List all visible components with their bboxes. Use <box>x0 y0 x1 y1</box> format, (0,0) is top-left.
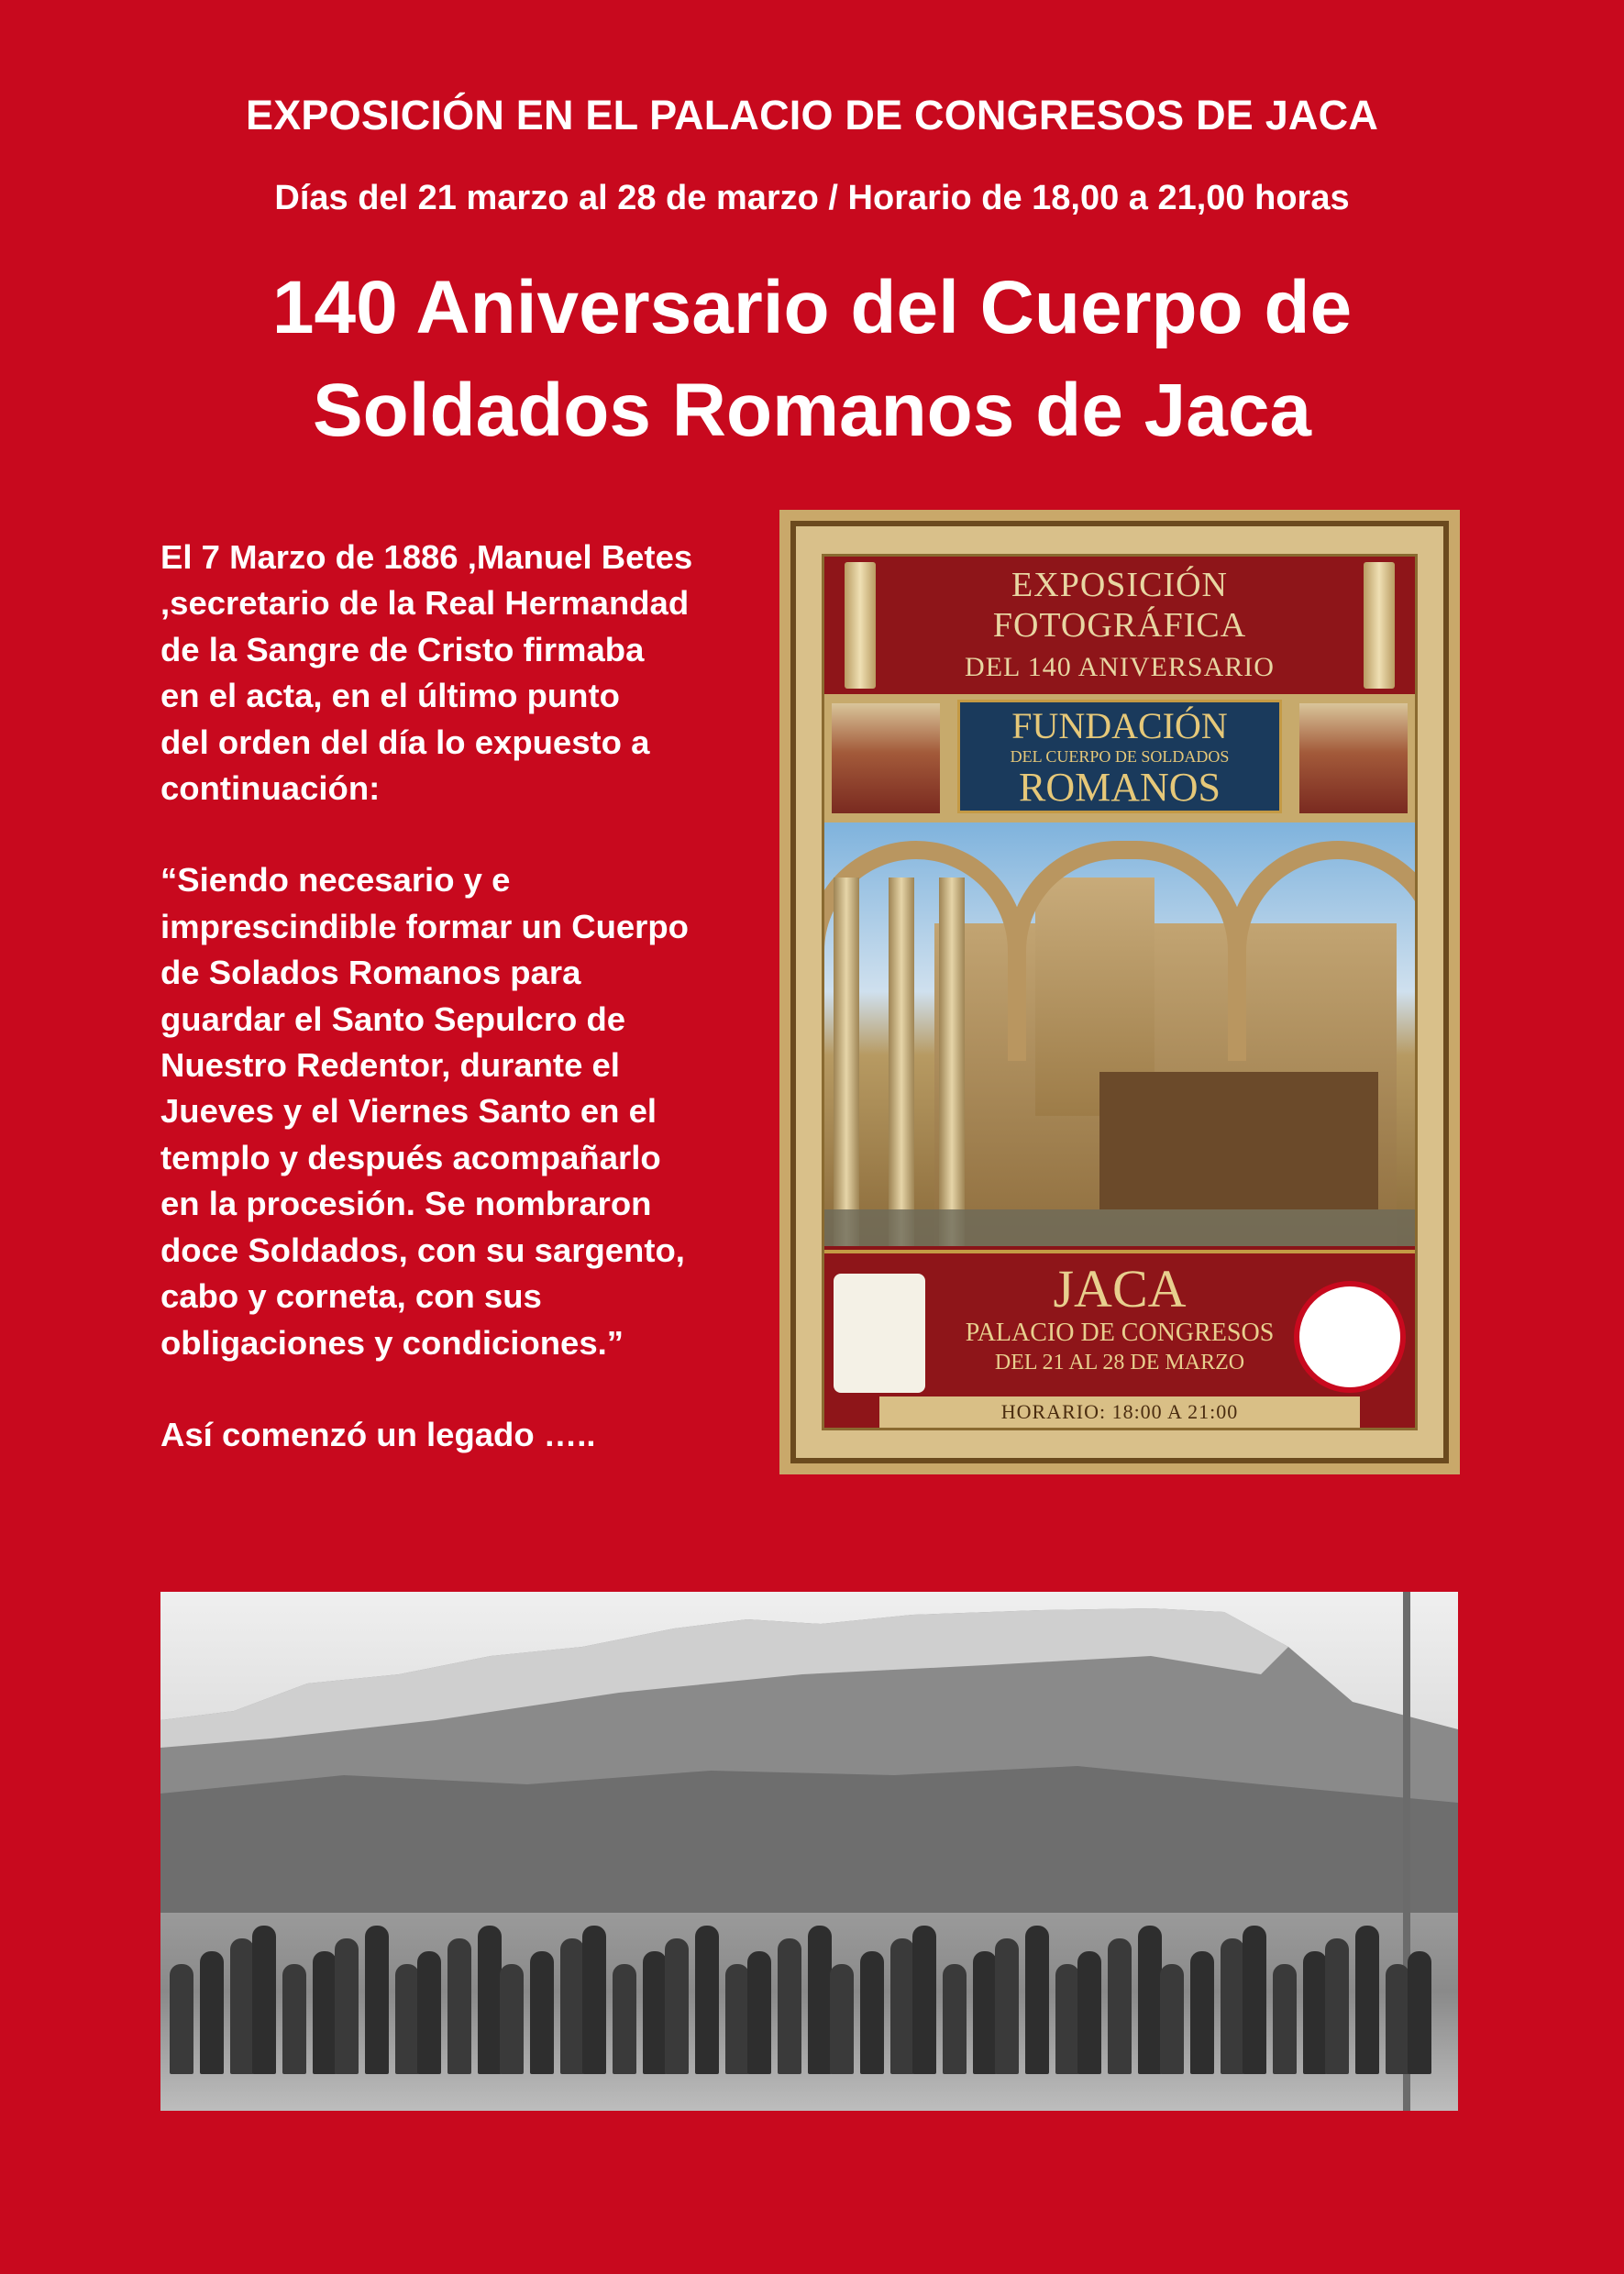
soldier-figure <box>530 1951 554 2074</box>
soldier-figure <box>890 1938 914 2074</box>
paragraph-1: El 7 Marzo de 1886 ,Manuel Betes ,secretario de la Real Hermandad de la Sangre de Cristo firmaba en el acta, en el último punto del orden del día lo expuesto a continuación: <box>160 538 693 808</box>
soldier-figure <box>995 1938 1019 2074</box>
poster-cathedral-illustration <box>824 822 1415 1246</box>
soldier-figure <box>560 1938 584 2074</box>
soldier-figure <box>808 1926 832 2074</box>
soldier-figure <box>943 1964 967 2074</box>
exhibition-poster <box>779 510 1460 1474</box>
soldier-figure <box>417 1951 441 2074</box>
soldier-figure <box>1055 1964 1079 2074</box>
poster-column <box>834 878 859 1246</box>
poster-venue: PALACIO DE CONGRESOS <box>965 1319 1275 1347</box>
poster-line-2: FOTOGRÁFICA <box>992 606 1247 645</box>
soldier-figure <box>1221 1938 1244 2074</box>
soldier-figure <box>582 1926 606 2074</box>
soldier-figure <box>643 1951 667 2074</box>
soldier-figure <box>252 1926 276 2074</box>
poster-frame <box>790 521 1449 1463</box>
poster-hours: HORARIO: 18:00 A 21:00 <box>879 1396 1360 1428</box>
soldier-figure <box>230 1938 254 2074</box>
poster-line-1: EXPOSICIÓN <box>1011 566 1228 604</box>
historical-group-photo <box>160 1592 1458 2111</box>
poster-soldiers-left <box>832 703 940 813</box>
soldier-figure <box>860 1951 884 2074</box>
soldier-figure <box>665 1938 689 2074</box>
poster-header <box>824 557 1415 694</box>
poster-footer-text <box>824 1261 1415 1376</box>
soldier-figure <box>1160 1964 1184 2074</box>
soldier-figure <box>973 1951 997 2074</box>
soldier-figure <box>500 1964 524 2074</box>
soldier-figure <box>1108 1938 1132 2074</box>
soldier-figure <box>1325 1938 1349 2074</box>
soldier-figure <box>695 1926 719 2074</box>
soldier-figure <box>478 1926 502 2074</box>
soldier-figure <box>395 1964 419 2074</box>
soldier-figure <box>747 1951 771 2074</box>
soldier-figure <box>725 1964 749 2074</box>
soldier-figure <box>200 1951 224 2074</box>
title-line-1: 140 Aniversario del Cuerpo de <box>271 266 1353 349</box>
soldier-figure <box>1077 1951 1101 2074</box>
soldier-figure <box>1025 1926 1049 2074</box>
photo-soldiers-group <box>160 1900 1458 2074</box>
soldier-figure <box>912 1926 936 2074</box>
soldier-figure <box>778 1938 801 2074</box>
poster-arch-center <box>1008 841 1246 1061</box>
soldier-figure <box>1355 1926 1379 2074</box>
title-line-2: Soldados Romanos de Jaca <box>312 369 1312 452</box>
poster-arch-right <box>1228 841 1415 1061</box>
poster-line-3: DEL 140 ANIVERSARIO <box>965 652 1275 682</box>
soldier-figure <box>365 1926 389 2074</box>
poster-fund-2: DEL CUERPO DE SOLDADOS <box>1010 747 1230 766</box>
poster-column <box>939 878 965 1246</box>
poster-inner <box>822 554 1418 1430</box>
soldier-figure <box>335 1938 359 2074</box>
poster-footer <box>824 1250 1415 1428</box>
soldier-figure <box>313 1951 337 2074</box>
soldier-figure <box>830 1964 854 2074</box>
poster-fundacion-panel <box>957 700 1282 813</box>
poster-water <box>824 1209 1415 1246</box>
poster-fund-3: ROMANOS <box>1018 765 1221 810</box>
soldier-figure <box>1303 1951 1327 2074</box>
soldier-figure <box>1138 1926 1162 2074</box>
soldier-figure <box>170 1964 193 2074</box>
poster-fund-1: FUNDACIÓN <box>1011 705 1228 746</box>
poster-column <box>889 878 914 1246</box>
soldier-figure <box>1273 1964 1297 2074</box>
paragraph-3: Así comenzó un legado ….. <box>160 1415 596 1453</box>
page-title <box>0 257 1624 462</box>
soldier-figure <box>1408 1951 1431 2074</box>
poster-city: JACA <box>1053 1259 1187 1319</box>
body-text <box>160 535 729 1458</box>
soldier-figure <box>1190 1951 1214 2074</box>
header-kicker: EXPOSICIÓN EN EL PALACIO DE CONGRESOS DE JACA <box>245 92 1379 138</box>
poster-soldiers-right <box>1299 703 1408 813</box>
header-dates: Días del 21 marzo al 28 de marzo / Horario de 18,00 a 21,00 horas <box>274 179 1350 217</box>
poster-cathedral-porch <box>1099 1072 1378 1209</box>
soldier-figure <box>1386 1964 1409 2074</box>
paragraph-2: “Siendo necesario y e imprescindible formar un Cuerpo de Solados Romanos para guardar el Santo Sepulcro de Nuestro Redentor, durante el Jueves y el Viernes Santo en el templo y después acompañarlo en la procesión. Se nombraron doce Soldados, con su sargento, cabo y corneta, con sus obligaciones y condiciones.” <box>160 861 689 1362</box>
soldier-figure <box>613 1964 636 2074</box>
soldier-figure <box>447 1938 471 2074</box>
poster-dates: DEL 21 AL 28 DE MARZO <box>994 1351 1245 1374</box>
soldier-figure <box>1243 1926 1266 2074</box>
soldier-figure <box>282 1964 306 2074</box>
